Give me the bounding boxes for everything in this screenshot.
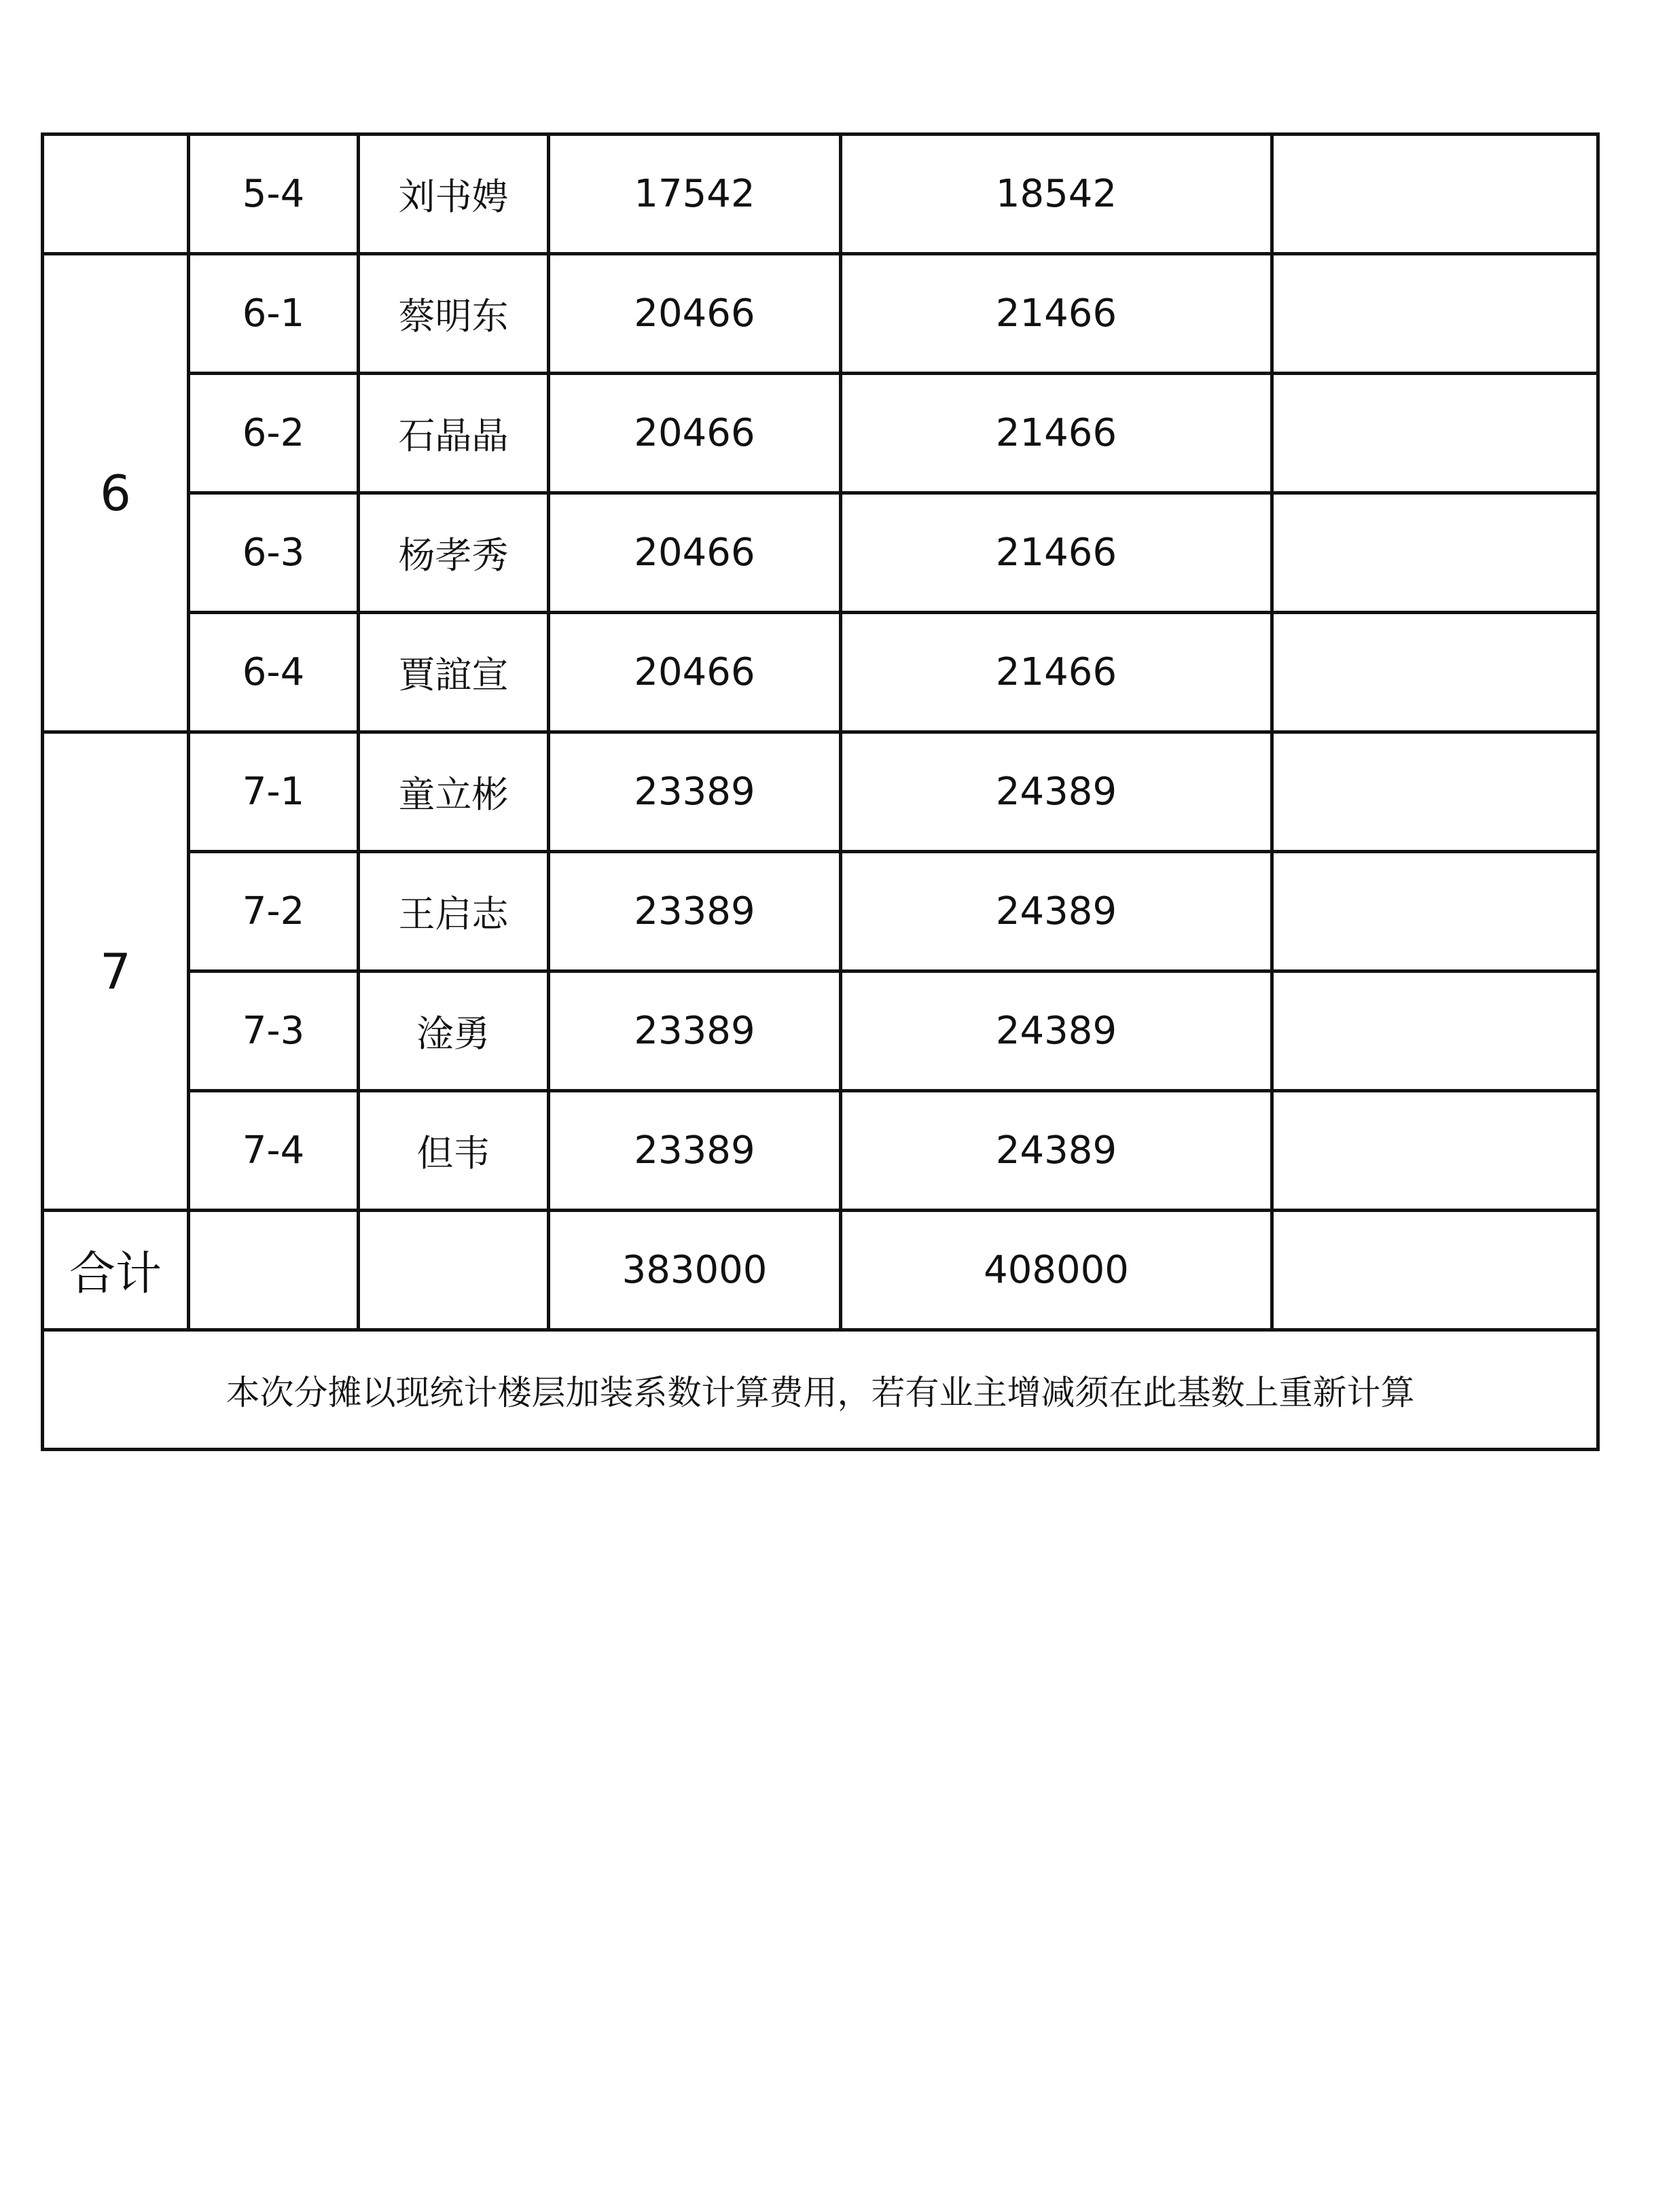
- empty-cell: [189, 1211, 359, 1330]
- fee-allocation-table: [41, 132, 1600, 1451]
- remark-cell: [1272, 613, 1598, 732]
- amount-a-cell: 17542: [549, 135, 841, 254]
- amount-b-cell: 24389: [841, 971, 1272, 1091]
- unit-cell: 7-4: [189, 1091, 359, 1211]
- table-row: [43, 254, 1598, 374]
- unit-cell: 6-1: [189, 254, 359, 374]
- owner-cell: 石晶晶: [359, 374, 549, 493]
- total-amount-a-cell: 383000: [549, 1211, 841, 1330]
- table-row: [43, 374, 1598, 493]
- note-cell: 本次分摊以现统计楼层加装系数计算费用，若有业主增减须在此基数上重新计算: [43, 1330, 1598, 1450]
- remark-cell: [1272, 1091, 1598, 1211]
- owner-cell: 杨孝秀: [359, 493, 549, 613]
- total-amount-b-cell: 408000: [841, 1211, 1272, 1330]
- floor-cell: 6: [43, 254, 189, 732]
- owner-cell: 但韦: [359, 1091, 549, 1211]
- remark-cell: [1272, 852, 1598, 971]
- owner-cell: 淦勇: [359, 971, 549, 1091]
- amount-a-cell: 23389: [549, 1091, 841, 1211]
- owner-cell: 童立彬: [359, 732, 549, 852]
- amount-b-cell: 21466: [841, 613, 1272, 732]
- remark-cell: [1272, 254, 1598, 374]
- remark-cell: [1272, 732, 1598, 852]
- unit-cell: 6-3: [189, 493, 359, 613]
- table-row: [43, 613, 1598, 732]
- amount-a-cell: 20466: [549, 613, 841, 732]
- amount-a-cell: 20466: [549, 254, 841, 374]
- total-label-cell: 合计: [43, 1211, 189, 1330]
- amount-a-cell: 23389: [549, 732, 841, 852]
- owner-cell: 蔡明东: [359, 254, 549, 374]
- remark-cell: [1272, 493, 1598, 613]
- table-row: [43, 1091, 1598, 1211]
- document-page: [41, 132, 1596, 1451]
- empty-cell: [359, 1211, 549, 1330]
- unit-cell: 7-1: [189, 732, 359, 852]
- amount-b-cell: 24389: [841, 852, 1272, 971]
- floor-cell: 7: [43, 732, 189, 1211]
- table-row: [43, 732, 1598, 852]
- amount-b-cell: 24389: [841, 1091, 1272, 1211]
- remark-cell: [1272, 374, 1598, 493]
- table-row: [43, 135, 1598, 254]
- unit-cell: 6-2: [189, 374, 359, 493]
- unit-cell: 5-4: [189, 135, 359, 254]
- unit-cell: 7-3: [189, 971, 359, 1091]
- note-row: [43, 1330, 1598, 1450]
- table-row: [43, 493, 1598, 613]
- amount-b-cell: 21466: [841, 374, 1272, 493]
- floor-cell-continued: [43, 135, 189, 254]
- table-row: [43, 971, 1598, 1091]
- owner-cell: 刘书娉: [359, 135, 549, 254]
- amount-b-cell: 18542: [841, 135, 1272, 254]
- amount-a-cell: 23389: [549, 852, 841, 971]
- remark-cell: [1272, 135, 1598, 254]
- amount-a-cell: 23389: [549, 971, 841, 1091]
- table-row: [43, 852, 1598, 971]
- amount-a-cell: 20466: [549, 374, 841, 493]
- remark-cell: [1272, 1211, 1598, 1330]
- remark-cell: [1272, 971, 1598, 1091]
- amount-b-cell: 24389: [841, 732, 1272, 852]
- owner-cell: 王启志: [359, 852, 549, 971]
- amount-a-cell: 20466: [549, 493, 841, 613]
- unit-cell: 6-4: [189, 613, 359, 732]
- unit-cell: 7-2: [189, 852, 359, 971]
- total-row: [43, 1211, 1598, 1330]
- amount-b-cell: 21466: [841, 254, 1272, 374]
- amount-b-cell: 21466: [841, 493, 1272, 613]
- owner-cell: 賈誼宣: [359, 613, 549, 732]
